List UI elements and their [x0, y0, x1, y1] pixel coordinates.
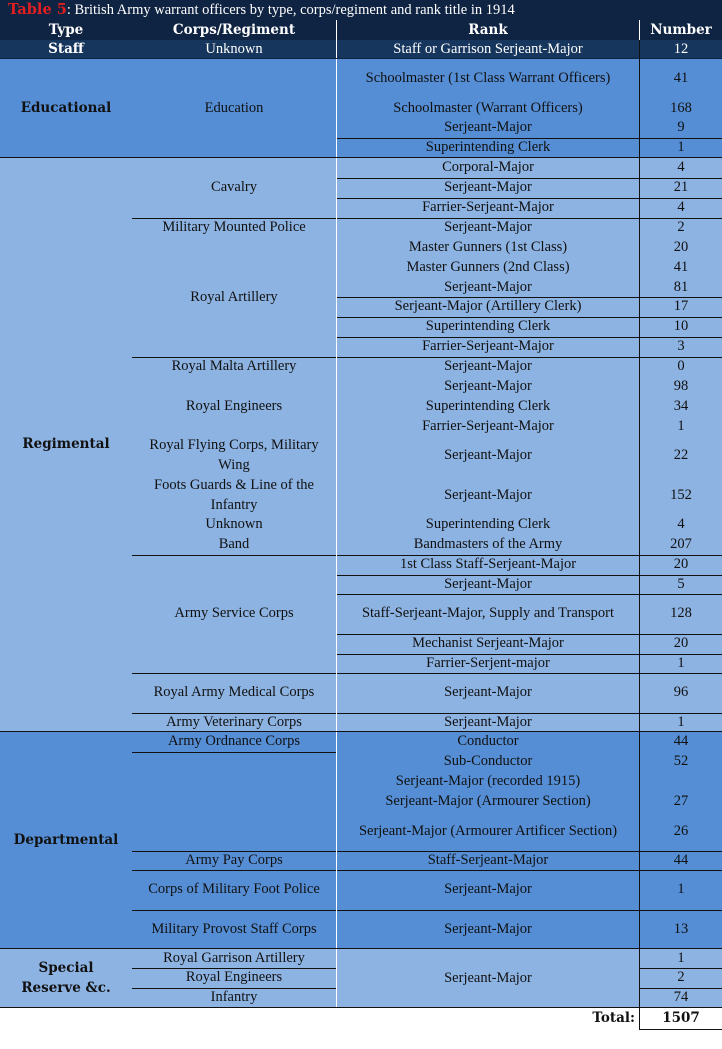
row-divider	[337, 634, 722, 635]
row-divider	[132, 555, 336, 556]
row-divider	[337, 138, 722, 139]
corps-cell: Military Mounted Police	[162, 219, 306, 236]
number-cell: 34	[673, 398, 689, 415]
corps-cell: Band	[218, 536, 250, 553]
rank-cell: Superintending Clerk	[425, 398, 551, 415]
number-cell: 52	[673, 753, 689, 770]
rank-cell: Sub-Conductor	[443, 753, 533, 770]
number-cell: 4	[677, 199, 685, 216]
row-divider	[337, 851, 722, 852]
row-divider	[337, 357, 722, 358]
number-cell: 1	[677, 713, 685, 730]
row-divider	[337, 337, 722, 338]
row-divider	[132, 218, 336, 219]
rank-cell: Serjeant-Major	[444, 920, 532, 937]
rank-cell: Serjeant-Major (recorded 1915)	[395, 773, 581, 790]
row-divider	[132, 910, 336, 911]
number-cell: 1	[677, 654, 685, 671]
row-divider	[640, 988, 722, 989]
rank-cell: Staff-Serjeant-Major	[427, 851, 549, 868]
number-cell: 2	[677, 219, 685, 236]
rank-cell: Serjeant-Major (Armourer Section)	[385, 793, 591, 810]
col-header-type: Type	[0, 20, 132, 40]
rank-cell: Superintending Clerk	[425, 516, 551, 533]
number-cell: 128	[670, 605, 692, 622]
column-divider	[639, 732, 640, 949]
table-caption: : British Army warrant officers by type, corps/regiment and rank title in 1914	[66, 2, 515, 18]
corps-cell: Royal Army Medical Corps	[153, 684, 315, 701]
corps-cell: Royal Engineers	[185, 969, 283, 986]
rank-cell: Conductor	[457, 733, 519, 750]
column-divider	[639, 20, 640, 40]
rank-cell: Serjeant-Major	[444, 713, 532, 730]
corps-cell: Army Ordnance Corps	[167, 733, 301, 750]
number-cell: 98	[673, 378, 689, 395]
table-title	[0, 0, 722, 20]
column-divider	[336, 732, 337, 949]
row-divider	[132, 988, 336, 989]
rank-cell: Farrier-Serjeant-Major	[422, 417, 554, 434]
rank-cell: Serjeant-Major	[444, 684, 532, 701]
total-value: 1507	[639, 1008, 722, 1030]
row-divider	[337, 297, 722, 298]
number-cell: 5	[677, 575, 685, 592]
row-divider	[337, 654, 722, 655]
number-cell	[640, 772, 722, 792]
type-cell: Regimental	[22, 436, 110, 453]
corps-cell: Royal Artillery	[190, 288, 278, 305]
number-cell: 17	[673, 298, 689, 315]
row-divider	[337, 713, 722, 714]
rank-cell: Schoolmaster (1st Class Warrant Officers)	[365, 70, 611, 87]
rank-cell: Serjeant-Major	[444, 119, 532, 136]
row-divider	[132, 713, 336, 714]
rank-cell: Master Gunners (1st Class)	[408, 239, 568, 256]
row-divider	[337, 673, 722, 674]
rank-cell: Schoolmaster (Warrant Officers)	[393, 99, 583, 116]
number-cell: 2	[677, 969, 685, 986]
number-cell: 74	[673, 989, 689, 1006]
column-divider	[639, 949, 640, 1008]
rank-cell: Farrier-Serjeant-Major	[422, 338, 554, 355]
number-cell: 168	[670, 99, 692, 116]
number-cell: 41	[673, 70, 689, 87]
number-cell: 44	[673, 733, 689, 750]
corps-cell: Unknown	[205, 516, 263, 533]
number-cell: 41	[673, 259, 689, 276]
corps-cell: Foots Guards & Line of the Infantry	[154, 476, 314, 513]
rank-cell: Serjeant-Major	[444, 881, 532, 898]
row-divider	[337, 910, 722, 911]
row-divider	[337, 198, 722, 199]
row-divider	[337, 178, 722, 179]
row-divider	[132, 968, 336, 969]
corps-cell: Royal Garrison Artillery	[163, 949, 305, 966]
number-cell: 9	[677, 119, 685, 136]
rank-cell: Farrier-Serjeant-Major	[422, 199, 554, 216]
number-cell: 12	[673, 40, 689, 57]
corps-cell: Royal Engineers	[185, 397, 283, 414]
rank-cell: 1st Class Staff-Serjeant-Major	[399, 556, 577, 573]
table-label: Table 5	[8, 1, 67, 18]
corps-cell: Unknown	[205, 40, 263, 57]
number-cell: 0	[677, 358, 685, 375]
number-cell: 152	[670, 486, 692, 503]
column-divider	[639, 158, 640, 732]
corps-cell: Army Veterinary Corps	[166, 713, 302, 730]
corps-cell: Royal Flying Corps, Military Wing	[149, 437, 319, 473]
number-cell: 207	[670, 536, 692, 553]
rank-cell: Superintending Clerk	[425, 139, 551, 156]
row-divider	[337, 870, 722, 871]
row-divider	[337, 218, 722, 219]
rank-cell: Serjeant-Major	[444, 486, 532, 503]
column-divider	[336, 158, 337, 732]
rank-cell: Farrier-Serjent-major	[426, 654, 550, 671]
rank-cell: Serjeant-Major	[444, 278, 532, 295]
total-label: Total:	[592, 1010, 635, 1027]
rank-cell: Serjeant-Major	[444, 179, 532, 196]
row-divider	[640, 968, 722, 969]
row-divider	[132, 752, 336, 753]
number-cell: 81	[673, 278, 689, 295]
corps-cell: Infantry	[210, 989, 258, 1006]
rank-cell: Serjeant-Major	[444, 358, 532, 375]
rank-cell: Staff or Garrison Serjeant-Major	[393, 40, 583, 57]
type-cell: Departmental	[13, 831, 119, 848]
row-divider	[337, 317, 722, 318]
type-cell: Staff	[48, 40, 84, 57]
col-header-number: Number	[640, 20, 722, 40]
rank-cell: Superintending Clerk	[425, 318, 551, 335]
number-cell: 44	[673, 851, 689, 868]
rank-cell: Master Gunners (2nd Class)	[406, 259, 570, 276]
column-divider	[336, 59, 337, 158]
corps-cell: Corps of Military Foot Police	[148, 881, 320, 898]
number-cell: 4	[677, 159, 685, 176]
rank-cell: Serjeant-Major	[444, 447, 532, 464]
column-divider	[639, 40, 640, 59]
rank-cell: Serjeant-Major (Artillery Clerk)	[394, 298, 582, 315]
column-divider	[639, 59, 640, 158]
type-cell: Educational	[20, 99, 112, 116]
corps-cell: Cavalry	[211, 179, 257, 196]
row-divider	[132, 357, 336, 358]
number-cell: 20	[673, 239, 689, 256]
rank-cell: Serjeant-Major	[444, 219, 532, 236]
rank-cell: Corporal-Major	[442, 159, 534, 176]
col-header-rank: Rank	[337, 20, 639, 40]
row-divider	[337, 555, 722, 556]
number-cell: 1	[677, 949, 685, 966]
col-header-corps: Corps/Regiment	[132, 20, 336, 40]
corps-cell: Army Service Corps	[174, 605, 294, 622]
column-divider	[336, 40, 337, 59]
number-cell: 20	[673, 556, 689, 573]
number-cell: 27	[673, 793, 689, 810]
row-divider	[132, 870, 336, 871]
column-divider	[336, 949, 337, 1008]
number-cell: 96	[673, 684, 689, 701]
corps-cell: Education	[204, 99, 264, 116]
number-cell: 20	[673, 635, 689, 652]
number-cell: 22	[673, 447, 689, 464]
column-divider	[336, 20, 337, 40]
number-cell: 4	[677, 516, 685, 533]
number-cell: 26	[673, 822, 689, 839]
number-cell: 13	[673, 920, 689, 937]
number-cell: 10	[673, 318, 689, 335]
rank-cell: Bandmasters of the Army	[413, 536, 563, 553]
rank-cell: Mechanist Serjeant-Major	[412, 635, 564, 652]
type-cell: Special Reserve &c.	[21, 959, 111, 996]
rank-cell: Serjeant-Major	[444, 969, 532, 986]
row-divider	[132, 673, 336, 674]
row-divider	[337, 594, 722, 595]
row-divider	[132, 851, 336, 852]
corps-cell: Army Pay Corps	[185, 851, 283, 868]
row-divider	[337, 575, 722, 576]
number-cell: 21	[673, 179, 689, 196]
number-cell: 1	[677, 139, 685, 156]
rank-cell: Serjeant-Major	[444, 378, 532, 395]
number-cell: 1	[677, 417, 685, 434]
rank-cell: Serjeant-Major	[444, 575, 532, 592]
corps-cell: Royal Malta Artillery	[171, 358, 297, 375]
rank-cell: Serjeant-Major (Armourer Artificer Section)	[358, 822, 618, 839]
corps-cell: Military Provost Staff Corps	[151, 920, 317, 937]
number-cell: 1	[677, 881, 685, 898]
rank-cell: Staff-Serjeant-Major, Supply and Transport	[361, 605, 615, 622]
number-cell: 3	[677, 338, 685, 355]
